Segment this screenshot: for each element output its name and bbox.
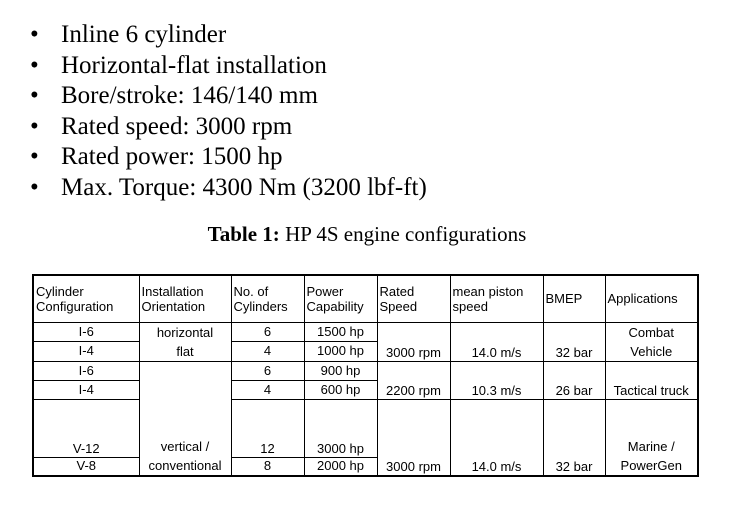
application-line: Marine / bbox=[627, 439, 675, 454]
cylinders-cell: 6 bbox=[231, 322, 304, 342]
table-header-row bbox=[33, 275, 698, 322]
spec-bullet bbox=[30, 51, 427, 82]
table-row bbox=[33, 361, 698, 380]
config-cell: I-6 bbox=[33, 361, 139, 380]
cylinders-cell: 6 bbox=[231, 361, 304, 380]
cylinders-cell: 8 bbox=[231, 457, 304, 476]
spec-bullet-text: Rated speed: 3000 rpm bbox=[61, 112, 293, 140]
bullet-dot: • bbox=[30, 173, 39, 201]
rated-speed-cell: 3000 rpm bbox=[377, 322, 450, 361]
power-cell: 2000 hp bbox=[304, 457, 377, 476]
col-header-cylinders: No. of Cylinders bbox=[231, 275, 304, 322]
table-caption bbox=[0, 221, 734, 247]
power-cell: 3000 hp bbox=[304, 399, 377, 457]
spec-bullet-text: Max. Torque: 4300 Nm (3200 lbf-ft) bbox=[61, 173, 427, 201]
orientation-cell bbox=[139, 361, 231, 476]
application-cell bbox=[605, 322, 698, 361]
spec-bullet-text: Horizontal-flat installation bbox=[61, 51, 327, 79]
power-cell: 1000 hp bbox=[304, 342, 377, 362]
spec-bullet bbox=[30, 112, 427, 143]
piston-speed-cell: 14.0 m/s bbox=[450, 399, 543, 476]
piston-speed-cell: 14.0 m/s bbox=[450, 322, 543, 361]
bullet-dot: • bbox=[30, 112, 39, 140]
power-cell: 1500 hp bbox=[304, 322, 377, 342]
application-line: Vehicle bbox=[630, 343, 673, 359]
bullet-dot: • bbox=[30, 51, 39, 79]
table-caption-text: HP 4S engine configurations bbox=[279, 222, 527, 246]
cylinders-cell: 4 bbox=[231, 380, 304, 399]
spec-bullet bbox=[30, 20, 427, 51]
power-cell: 900 hp bbox=[304, 361, 377, 380]
application-cell: Tactical truck bbox=[605, 361, 698, 399]
rated-speed-cell: 2200 rpm bbox=[377, 361, 450, 399]
config-cell: V-12 bbox=[33, 399, 139, 457]
spec-bullet-text: Bore/stroke: 146/140 mm bbox=[61, 82, 318, 110]
config-cell: I-4 bbox=[33, 342, 139, 362]
application-cell bbox=[605, 399, 698, 476]
piston-speed-cell: 10.3 m/s bbox=[450, 361, 543, 399]
spec-bullet-text: Inline 6 cylinder bbox=[61, 21, 227, 48]
spec-bullet-list bbox=[30, 20, 427, 204]
col-header-power: Power Capability bbox=[304, 275, 377, 322]
orientation-line: conventional bbox=[148, 458, 222, 473]
cylinders-cell: 4 bbox=[231, 342, 304, 362]
bmep-cell: 32 bar bbox=[543, 399, 605, 476]
power-cell: 600 hp bbox=[304, 380, 377, 399]
bullet-dot: • bbox=[30, 21, 39, 48]
col-header-applications: Applications bbox=[605, 275, 698, 322]
rated-speed-cell: 3000 rpm bbox=[377, 399, 450, 476]
bullet-dot: • bbox=[30, 82, 39, 110]
config-cell: V-8 bbox=[33, 457, 139, 476]
col-header-bmep: BMEP bbox=[543, 275, 605, 322]
application-line: Combat bbox=[628, 324, 675, 340]
spec-bullet bbox=[30, 81, 427, 112]
config-cell: I-4 bbox=[33, 380, 139, 399]
table-row bbox=[33, 322, 698, 342]
col-header-config: Cylinder Configuration bbox=[33, 275, 139, 322]
orientation-cell bbox=[139, 322, 231, 361]
table-row bbox=[33, 399, 698, 457]
table-caption-label: Table 1: bbox=[207, 222, 280, 246]
bmep-cell: 26 bar bbox=[543, 361, 605, 399]
spec-bullet bbox=[30, 142, 427, 173]
bmep-cell: 32 bar bbox=[543, 322, 605, 361]
spec-bullet-text: Rated power: 1500 hp bbox=[61, 143, 283, 171]
orientation-line: flat bbox=[176, 343, 194, 359]
config-cell: I-6 bbox=[33, 322, 139, 342]
col-header-orientation: Installation Orientation bbox=[139, 275, 231, 322]
col-header-piston-speed: mean piston speed bbox=[450, 275, 543, 322]
cylinders-cell: 12 bbox=[231, 399, 304, 457]
bullet-dot: • bbox=[30, 143, 39, 171]
orientation-line: horizontal bbox=[156, 324, 214, 340]
orientation-line: vertical / bbox=[160, 439, 210, 454]
col-header-rated-speed: Rated Speed bbox=[377, 275, 450, 322]
spec-bullet bbox=[30, 173, 427, 204]
engine-config-table bbox=[32, 274, 699, 477]
application-line: PowerGen bbox=[620, 458, 682, 473]
